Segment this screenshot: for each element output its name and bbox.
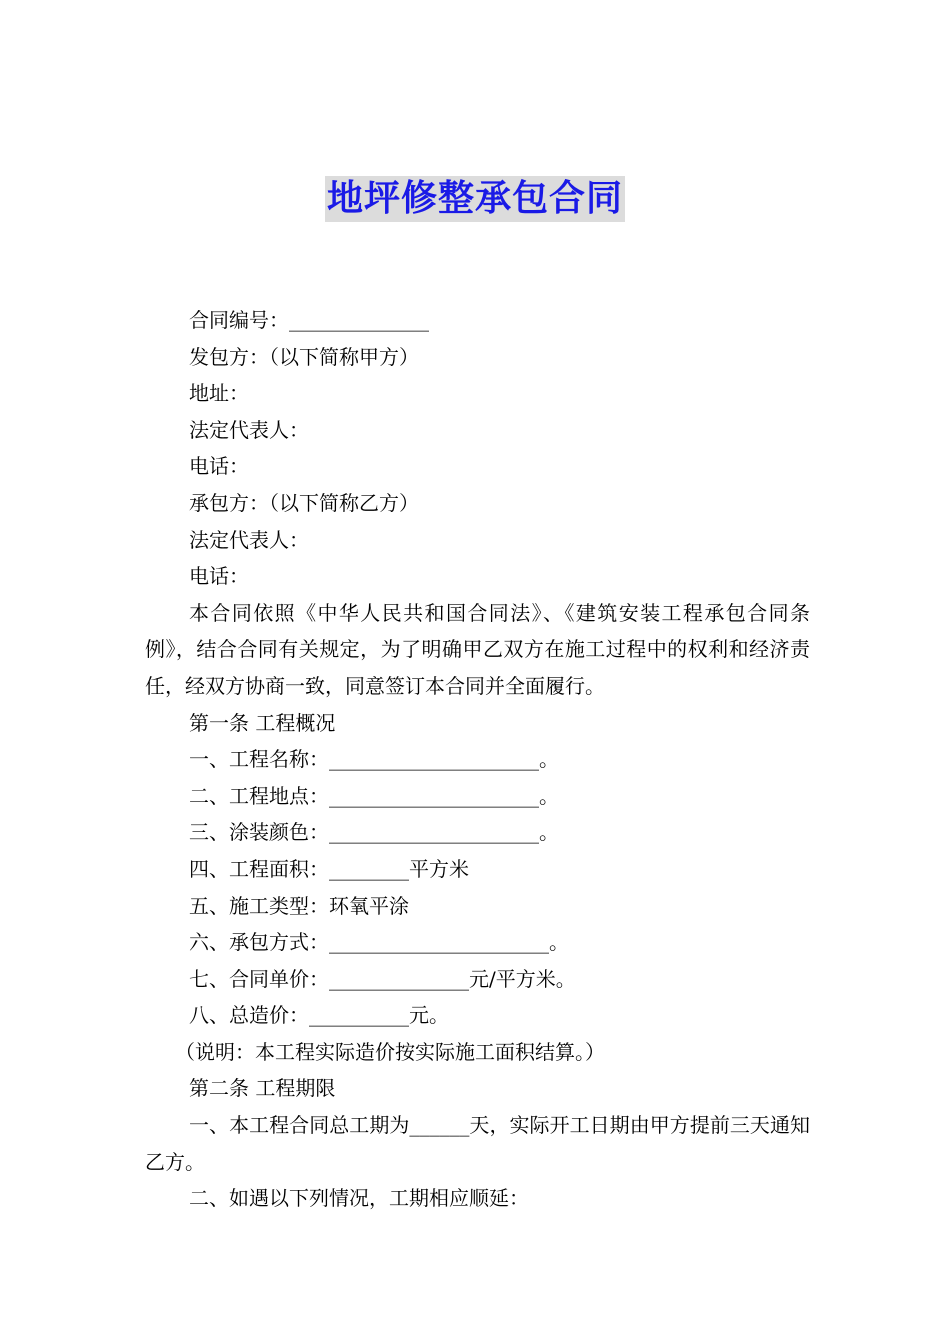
- party-b-line: 承包方：（以下简称乙方）: [189, 490, 419, 515]
- project-name-line: 一、工程名称：_____________________。: [189, 747, 559, 772]
- party-b-representative-line: 法定代表人：: [189, 527, 309, 552]
- party-a-phone-line: 电话：: [189, 454, 249, 479]
- total-cost-line: 八、总造价：__________元。: [189, 1003, 449, 1028]
- article-2-heading: 第二条 工程期限: [189, 1076, 336, 1101]
- preamble-paragraph: 本合同依照《中华人民共和国合同法》、《建筑安装工程承包合同条例》，结合合同有关规定，为了明确甲乙双方在施工过程中的权利和经济责任，经双方协商一致，同意签订本合同并全面履行。: [145, 600, 810, 698]
- party-a-representative-line: 法定代表人：: [189, 417, 309, 442]
- party-a-line: 发包方：（以下简称甲方）: [189, 344, 419, 369]
- document-title: 地坪修整承包合同: [325, 176, 625, 222]
- title-container: [0, 176, 950, 222]
- party-b-phone-line: 电话：: [189, 564, 249, 589]
- extension-conditions-line: 二、如遇以下列情况，工期相应顺延：: [189, 1186, 529, 1211]
- coating-color-line: 三、涂装颜色：_____________________。: [189, 820, 559, 845]
- project-location-line: 二、工程地点：_____________________。: [189, 783, 559, 808]
- article-1-heading: 第一条 工程概况: [189, 710, 336, 735]
- duration-paragraph: 一、本工程合同总工期为______天，实际开工日期由甲方提前三天通知乙方。: [145, 1113, 810, 1174]
- contract-number-line: 合同编号：______________: [189, 308, 429, 332]
- construction-type-line: 五、施工类型：环氧平涂: [189, 893, 409, 918]
- contract-body: [145, 302, 810, 1217]
- project-area-line: 四、工程面积：________平方米: [189, 856, 469, 881]
- cost-note-line: （说明：本工程实际造价按实际施工面积结算。）: [175, 1039, 605, 1064]
- unit-price-line: 七、合同单价：______________元/平方米。: [189, 966, 576, 991]
- contract-method-line: 六、承包方式：______________________。: [189, 930, 569, 955]
- party-a-address-line: 地址：: [189, 381, 249, 406]
